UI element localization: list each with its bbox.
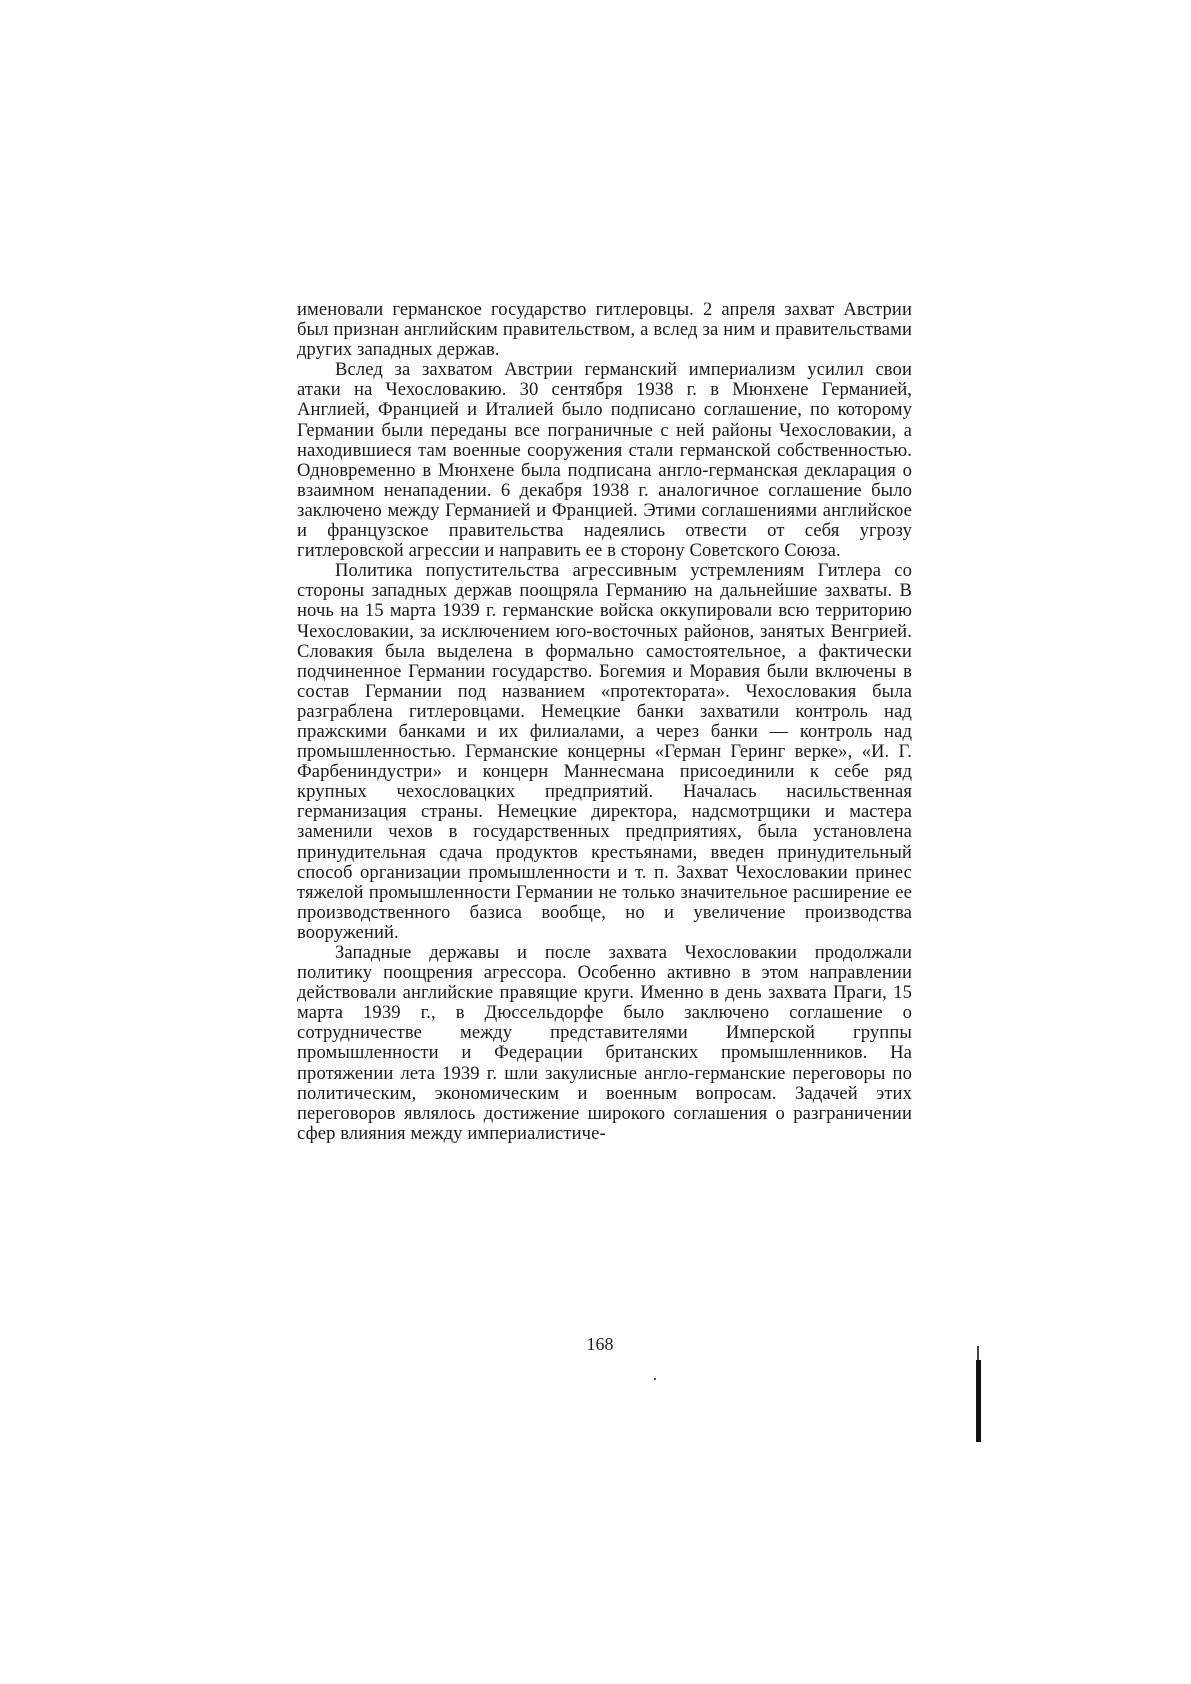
paragraph-4: Западные державы и после захвата Чехословакии продолжали политику поощрения агрессора. Особенно активно в этом направлении действовали английские правящие круги. Именно в день захвата Праги, 15 марта 1939 г., в Дюссельдорфе было заключено соглашение о сотрудничестве между представителями Имперской группы промышленности и Федерации британских промышленников. На протяжении лета 1939 г. шли закулисные англо-германские переговоры по политическим, экономическим и военным вопросам. Задачей этих переговоров являлось достижение широкого соглашения о разграничении сфер влияния между империалистиче- [297,942,912,1144]
scan-speck [654,1378,656,1380]
body-text [297,300,912,1144]
scan-margin-mark [976,1360,981,1442]
page-number: 168 [586,1334,614,1354]
paragraph-1: именовали германское государство гитлеровцы. 2 апреля захват Австрии был признан английским правительством, а вслед за ним и правительствами других западных держав. [297,299,912,361]
paragraph-3: Политика попустительства агрессивным устремлениям Гитлера со стороны западных держав поощряла Германию на дальнейшие захваты. В ночь на 15 марта 1939 г. германские войска оккупировали всю территорию Чехословакии, за исключением юго-восточных районов, занятых Венгрией. Словакия была выделена в формально самостоятельное, а фактически подчиненное Германии государство. Богемия и Моравия были включены в состав Германии под названием «протектората». Чехословакия была разграблена гитлеровцами. Немецкие банки захватили контроль над пражскими банками и их филиалами, а через банки — контроль над промышленностью. Германские концерны «Герман Геринг верке», «И. Г. Фарбениндустри» и концерн Маннесмана присоединили к себе ряд крупных чехословацких предприятий. Началась насильственная германизация страны. Немецкие директора, надсмотрщики и мастера заменили чехов в государственных предприятиях, была установлена принудительная сдача продуктов крестьянами, введен принудительный способ организации промышленности и т. п. Захват Чехословакии принес тяжелой промышленности Германии не только значительное расширение ее производственного базиса вообще, но и увеличение производства вооружений. [297,560,912,943]
paragraph-2: Вслед за захватом Австрии германский империализм усилил свои атаки на Чехословакию. 30 сентября 1938 г. в Мюнхене Германией, Англией, Францией и Италией было подписано соглашение, по которому Германии были переданы все пограничные с ней районы Чехословакии, а находившиеся там военные сооружения стали германской собственностью. Одновременно в Мюнхене была подписана англо-германская декларация о взаимном ненападении. 6 декабря 1938 г. аналогичное соглашение было заключено между Германией и Францией. Этими соглашениями английское и французское правительства надеялись отвести от себя угрозу гитлеровской агрессии и направить ее в сторону Советского Союза. [297,359,912,562]
